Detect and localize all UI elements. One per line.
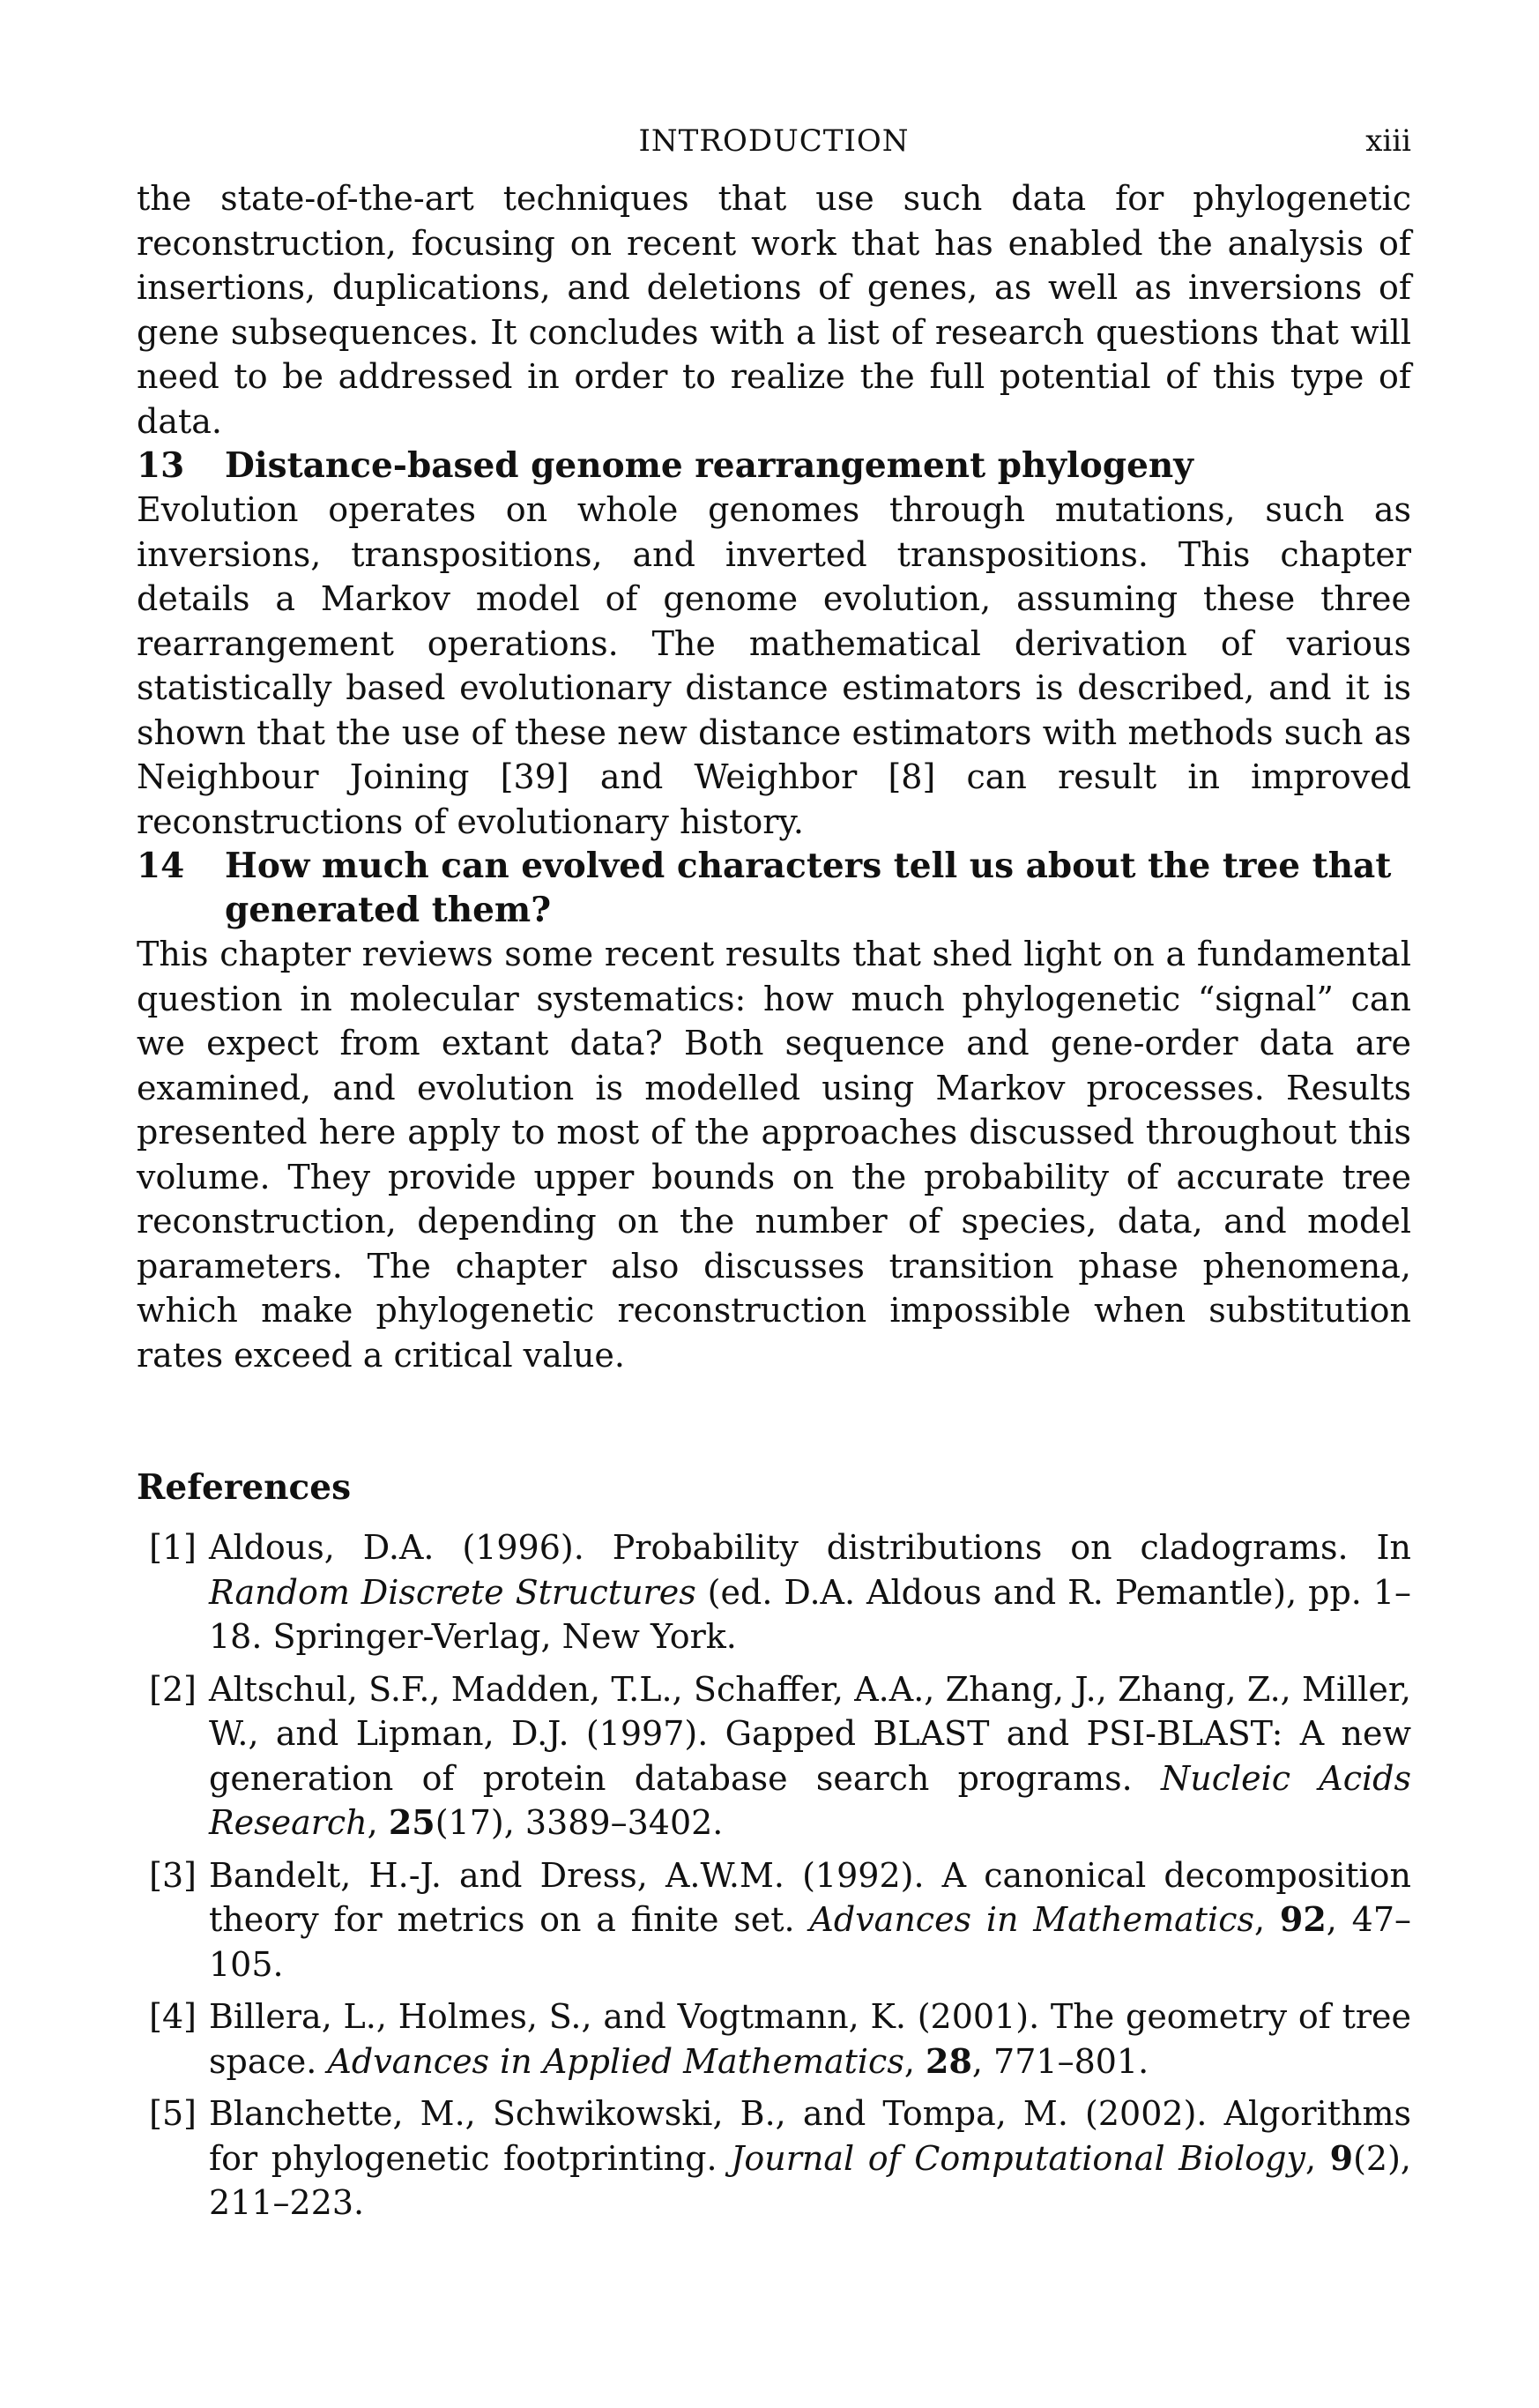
ref-bold: 28 xyxy=(926,2040,972,2081)
ref-mid: , xyxy=(1253,1900,1280,1939)
section-number: 14 xyxy=(137,846,185,886)
ref-mid: , xyxy=(903,2041,926,2081)
reference-item xyxy=(137,1525,1411,1659)
reference-label: [2] xyxy=(149,1669,197,1709)
ref-italic: Nucleic Acids Research xyxy=(209,1758,1411,1842)
reference-text xyxy=(209,2091,1411,2225)
intro-paragraph: the state-of-the-art techniques that use such data for phylogenetic reconstruction, focusing on recent work that has enabled the analysis of insertions, duplications, and deletions of genes, as well as inversions of gene subsequences. It concludes with a list of research questions that will need to be addressed in order to realize the full potential of this type of data. xyxy=(137,179,1411,441)
references-heading: References xyxy=(137,1467,352,1508)
ref-post: , 47–105. xyxy=(209,1900,1411,1984)
ref-pre: Aldous, D.A. (1996). Probability distributions on cladograms. In xyxy=(209,1528,1411,1567)
ref-mid: (ed. D.A. Aldous and R. Pemantle), pp. 1–18. Springer-Verlag, New York. xyxy=(209,1572,1411,1656)
section-14 xyxy=(137,844,1411,1377)
section-title: How much can evolved characters tell us about the tree that generated them? xyxy=(225,846,1392,930)
section-14-body: This chapter reviews some recent results that shed light on a fundamental question in molecular systematics: how much phylogenetic “signal” can we expect from extant data? Both sequence and gene-order data are examined, and evolution is modelled using Markov processes. Results presented here apply to most of the approaches discussed throughout this volume. They provide upper bounds on the probability of accurate tree reconstruction, depending on the number of species, data, and model parameters. The chapter also discusses transition phase phenomena, which make phylogenetic reconstruction impossible when substitution rates exceed a critical value. xyxy=(137,935,1411,1375)
book-page xyxy=(137,123,1411,2233)
reference-item xyxy=(137,1994,1411,2084)
section-14-heading xyxy=(137,844,1411,932)
ref-post: (2), 211–223. xyxy=(209,2138,1411,2222)
ref-italic: Advances in Mathematics xyxy=(809,1900,1254,1939)
reference-text xyxy=(209,1994,1411,2084)
reference-list xyxy=(137,1525,1411,2225)
reference-label: [3] xyxy=(149,1855,197,1895)
page-number: xiii xyxy=(1365,123,1411,159)
ref-pre: Billera, L., Holmes, S., and Vogtmann, K. (2001). The geometry of tree space. xyxy=(209,1997,1411,2081)
running-head-title: INTRODUCTION xyxy=(638,123,910,159)
ref-pre: Altschul, S.F., Madden, T.L., Schaffer, A.A., Zhang, J., Zhang, Z., Miller, W., and Lipman, D.J. (1997). Gapped BLAST and PSI-BLAST: A new generation of protein database search programs. xyxy=(209,1669,1411,1798)
section-13-heading xyxy=(137,444,1411,488)
reference-item xyxy=(137,1853,1411,1987)
ref-mid: , xyxy=(1305,2138,1330,2178)
reference-item xyxy=(137,2091,1411,2225)
reference-text xyxy=(209,1853,1411,1987)
section-number: 13 xyxy=(137,445,185,486)
ref-post: (17), 3389–3402. xyxy=(435,1803,724,1842)
section-title: Distance-based genome rearrangement phylogeny xyxy=(225,445,1193,486)
ref-italic: Advances in Applied Mathematics xyxy=(327,2041,904,2081)
ref-bold: 25 xyxy=(388,1802,435,1842)
ref-pre: Bandelt, H.-J. and Dress, A.W.M. (1992). A canonical decomposition theory for metrics on a finite set. xyxy=(209,1855,1411,1939)
reference-label: [1] xyxy=(149,1528,197,1567)
section-13-body: Evolution operates on whole genomes through mutations, such as inversions, transpositions, and inverted transpositions. This chapter details a Markov model of genome evolution, assuming these three rearrangement operations. The mathematical derivation of various statistically based evolutionary distance estimators is described, and it is shown that the use of these new distance estimators with methods such as Neighbour Joining [39] and Weighbor [8] can result in improved reconstructions of evolutionary history. xyxy=(137,490,1411,841)
references xyxy=(137,1465,1411,2225)
reference-text xyxy=(209,1525,1411,1659)
reference-label: [5] xyxy=(149,2094,197,2133)
ref-post: , 771–801. xyxy=(971,2041,1149,2081)
reference-item xyxy=(137,1667,1411,1845)
ref-italic: Journal of Computational Biology xyxy=(731,2138,1305,2178)
ref-bold: 92 xyxy=(1279,1899,1327,1939)
section-13 xyxy=(137,444,1411,844)
reference-text xyxy=(209,1667,1411,1845)
ref-mid: , xyxy=(367,1803,389,1842)
reference-label: [4] xyxy=(149,1997,197,2036)
ref-pre: Blanchette, M., Schwikowski, B., and Tompa, M. (2002). Algorithms for phylogenetic footprinting. xyxy=(209,2094,1411,2178)
running-head xyxy=(137,123,1411,176)
ref-italic: Random Discrete Structures xyxy=(209,1572,696,1612)
ref-bold: 9 xyxy=(1329,2137,1354,2178)
